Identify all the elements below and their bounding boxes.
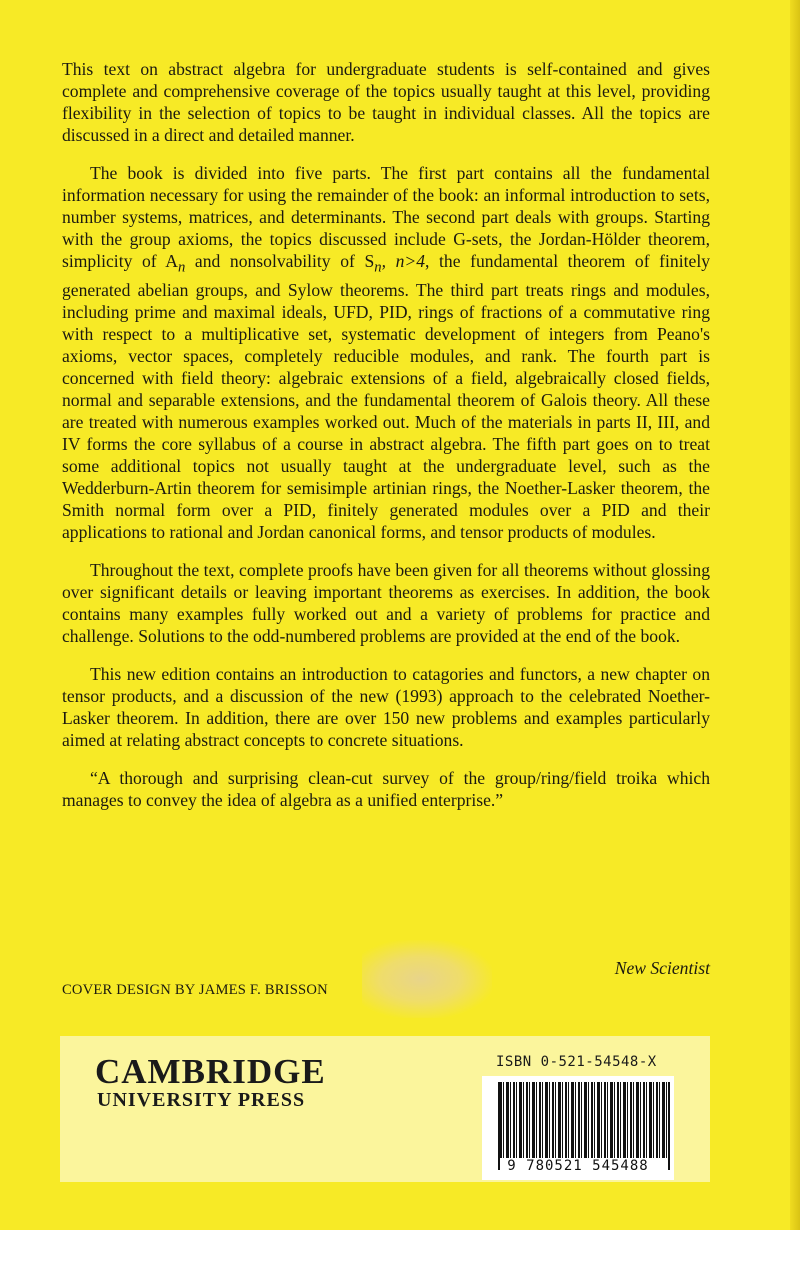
paragraph-intro: This text on abstract algebra for undergraduate students is self-contained and gives complete and comprehensive coverage of the topics usually taught at this level, providing flexibility in the selection of topics to be taught in individual classes. All the topics are discussed in a direct and detailed manner. [62,59,710,145]
barcode [482,1076,674,1180]
barcode-guard-right [668,1082,670,1170]
quote-source: New Scientist [614,958,710,978]
subscript-n-a: n [177,259,186,276]
cover-design-credit: COVER DESIGN BY JAMES F. BRISSON [62,982,328,998]
parts-text-b: and nonsolvability of S [185,251,375,271]
paragraph-proofs: Throughout the text, complete proofs have been given for all theorems without glossing over significant details or leaving important theorems as exercises. In addition, the book contains many examples fully worked out and a variety of problems for practice and challenge. Solutions to the odd-numbered problems are provided at the end of the book. [62,559,710,646]
isbn-label: ISBN 0-521-54548-X [496,1054,657,1070]
review-quote: “A thorough and surprising clean-cut survey of the group/ring/field troika which manages to convey the idea of algebra as a unified enterprise.” [62,767,710,810]
blurb-text [62,58,710,827]
subscript-n-s: n [374,259,382,276]
publisher-subtitle: UNIVERSITY PRESS [97,1089,306,1111]
publisher-name: CAMBRIDGE [95,1052,326,1091]
stain-mark [362,940,492,1018]
parts-text-a: The book is divided into five parts. The first part contains all the fundamental information necessary for using the remainder of the book: an informal introduction to sets, number systems, matrices, and determinants. The second part deals with groups. Starting with the group axioms, the topics discussed include G-sets, the Jordan-Hölder theorem, simplicity of A [62,163,710,271]
barcode-number: 9 780521 545488 [507,1158,649,1174]
parts-text-c: , the fundamental theorem of finitely generated abelian groups, and Sylow theorems. The third part treats rings and modules, including prime and maximal ideals, UFD, PID, rings of fractions of a commutative ring with respect to a multiplicative set, systematic development of integers from Peano's axioms, vector spaces, completely reducible modules, and rank. The fourth part is concerned with field theory: algebraic extensions of a field, algebraically closed fields, normal and separable extensions, and the fundamental theorem of Galois theory. All these are treated with numerous examples worked out. Much of the materials in parts II, III, and IV forms the core syllabus of a course in abstract algebra. The fifth part goes on to treat some additional topics not usually taught at the undergraduate level, such as the Wedderburn-Artin theorem for semisimple artinian rings, the Noether-Lasker theorem, the Smith normal form over a PID, finitely generated modules over a PID and their applications to rational and Jordan canonical forms, and tensor products of modules. [62,251,711,542]
barcode-bars [500,1082,668,1158]
paragraph-new-edition: This new edition contains an introduction to catagories and functors, a new chapter on tensor products, and a discussion of the new (1993) approach to the celebrated Noether-Lasker theorem. In addition, there are over 150 new problems and examples particularly aimed at relating abstract concepts to concrete situations. [62,663,710,750]
paragraph-parts [62,162,710,543]
n-greater-4: , n>4 [381,251,426,271]
page-margin [0,1230,800,1261]
